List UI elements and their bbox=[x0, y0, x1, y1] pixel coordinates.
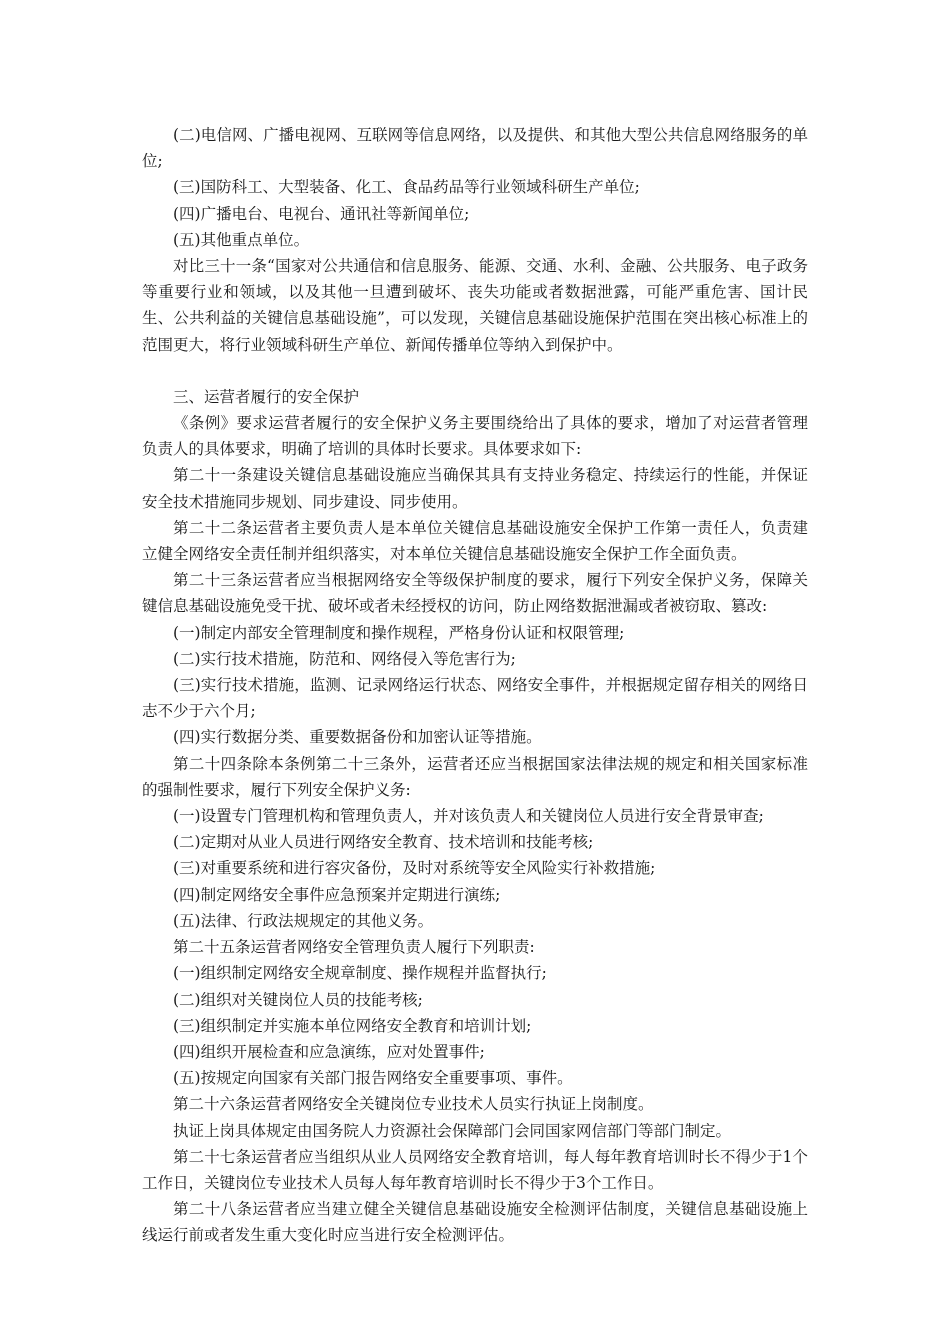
paragraph: (三)实行技术措施，监测、记录网络运行状态、网络安全事件，并根据规定留存相关的网络日志不少于六个月; bbox=[142, 676, 808, 721]
paragraph: (四)制定网络安全事件应急预案并定期进行演练; bbox=[173, 885, 501, 904]
paragraph: (二)组织对关键岗位人员的技能考核; bbox=[173, 990, 423, 1009]
paragraph: 第二十四条除本条例第二十三条外，运营者还应当根据国家法律法规的规定和相关国家标准的强制性要求，履行下列安全保护义务: bbox=[142, 754, 808, 799]
paragraph: (四)实行数据分类、重要数据备份和加密认证等措施。 bbox=[173, 728, 542, 747]
paragraph: (一)制定内部安全管理制度和操作规程，严格身份认证和权限管理; bbox=[173, 623, 625, 642]
paragraph: (四)广播电台、电视台、通讯社等新闻单位; bbox=[173, 204, 470, 223]
paragraph: (二)电信网、广播电视网、互联网等信息网络，以及提供、和其他大型公共信息网络服务的单位; bbox=[142, 126, 808, 171]
section-heading: 三、运营者履行的安全保护 bbox=[173, 387, 360, 406]
paragraph: 第二十一条建设关键信息基础设施应当确保其具有支持业务稳定、持续运行的性能，并保证安全技术措施同步规划、同步建设、同步使用。 bbox=[142, 466, 808, 511]
paragraph: (五)法律、行政法规规定的其他义务。 bbox=[173, 911, 434, 930]
paragraph: (一)组织制定网络安全规章制度、操作规程并监督执行; bbox=[173, 964, 547, 983]
paragraph: (五)其他重点单位。 bbox=[173, 230, 310, 249]
paragraph: (五)按规定向国家有关部门报告网络安全重要事项、事件。 bbox=[173, 1069, 573, 1088]
paragraph: (三)对重要系统和进行容灾备份，及时对系统等安全风险实行补救措施; bbox=[173, 859, 656, 878]
paragraph-spacer bbox=[142, 358, 808, 384]
paragraph: 第二十六条运营者网络安全关键岗位专业技术人员实行执证上岗制度。 bbox=[173, 1095, 654, 1114]
paragraph: 第二十二条运营者主要负责人是本单位关键信息基础设施安全保护工作第一责任人，负责建立健全网络安全责任制并组织落实，对本单位关键信息基础设施安全保护工作全面负责。 bbox=[142, 518, 808, 564]
paragraph: 第二十五条运营者网络安全管理负责人履行下列职责: bbox=[173, 938, 535, 957]
paragraph: (三)国防科工、大型装备、化工、食品药品等行业领域科研生产单位; bbox=[173, 178, 640, 197]
paragraph: 执证上岗具体规定由国务院人力资源社会保障部门会同国家网信部门等部门制定。 bbox=[173, 1121, 732, 1140]
paragraph: 第二十八条运营者应当建立健全关键信息基础设施安全检测评估制度，关键信息基础设施上线运行前或者发生重大变化时应当进行安全检测评估。 bbox=[142, 1200, 808, 1245]
paragraph: 第二十三条运营者应当根据网络安全等级保护制度的要求，履行下列安全保护义务，保障关键信息基础设施免受干扰、破坏或者未经授权的访问，防止网络数据泄漏或者被窃取、篡改: bbox=[142, 571, 808, 616]
paragraph: 第二十七条运营者应当组织从业人员网络安全教育培训，每人每年教育培训时长不得少于1个工作日，关键岗位专业技术人员每人每年教育培训时长不得少于3个工作日。 bbox=[142, 1147, 808, 1192]
paragraph: (二)实行技术措施，防范和、网络侵入等危害行为; bbox=[173, 649, 516, 668]
paragraph: (二)定期对从业人员进行网络安全教育、技术培训和技能考核; bbox=[173, 833, 594, 852]
paragraph: 对比三十一条“国家对公共通信和信息服务、能源、交通、水利、金融、公共服务、电子政务等重要行业和领域，以及其他一旦遭到破坏、丧失功能或者数据泄露，可能严重危害、国计民生、公共利益的关键信息基础设施”，可以发现，关键信息基础设施保护范围在突出核心标准上的范围更大，将行业领域科研生产单位、新闻传播单位等纳入到保护中。 bbox=[142, 257, 808, 354]
paragraph: (四)组织开展检查和应急演练，应对处置事件; bbox=[173, 1042, 485, 1061]
paragraph: (三)组织制定并实施本单位网络安全教育和培训计划; bbox=[173, 1016, 532, 1035]
paragraph: (一)设置专门管理机构和管理负责人，并对该负责人和关键岗位人员进行安全背景审查; bbox=[173, 807, 764, 826]
paragraph: 《条例》要求运营者履行的安全保护义务主要围绕给出了具体的要求，增加了对运营者管理负责人的具体要求，明确了培训的具体时长要求。具体要求如下: bbox=[142, 414, 808, 459]
document-body bbox=[142, 122, 808, 1249]
